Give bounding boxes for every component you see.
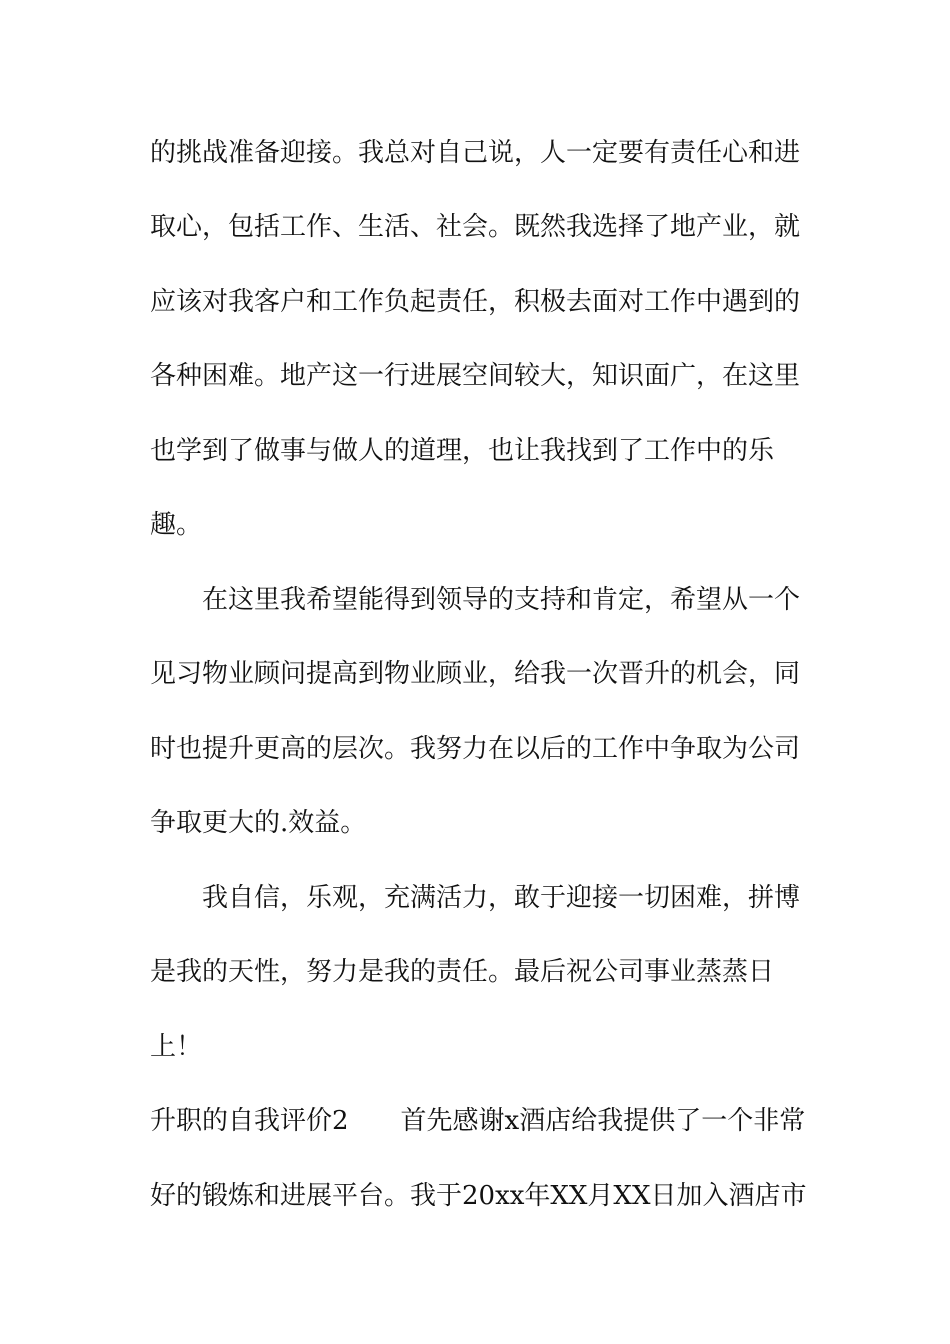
- text-line: 取心，包括工作、生活、社会。既然我选择了地产业，就: [150, 212, 801, 242]
- text-line: 见习物业顾问提高到物业顾业，给我一次晋升的机会，同: [150, 659, 801, 689]
- text-line: 的挑战准备迎接。我总对自己说，人一定要有责任心和进: [150, 138, 801, 168]
- text-line: 应该对我客户和工作负起责任，积极去面对工作中遇到的: [150, 287, 801, 317]
- text-line: 各种困难。地产这一行进展空间较大，知识面广，在这里: [150, 361, 801, 391]
- section-heading-line: 升职的自我评价2 首先感谢x酒店给我提供了一个非常: [150, 1106, 806, 1136]
- text-line: 争取更大的.效益。: [150, 808, 367, 838]
- paragraph-first-line: 在这里我希望能得到领导的支持和肯定，希望从一个: [202, 585, 801, 615]
- text-line: 趣。: [150, 510, 203, 540]
- text-line: 是我的天性，努力是我的责任。最后祝公司事业蒸蒸日: [150, 957, 775, 987]
- text-line: 好的锻炼和进展平台。我于20xx年XX月XX日加入酒店市: [150, 1181, 807, 1211]
- text-line: 也学到了做事与做人的道理，也让我找到了工作中的乐: [150, 436, 775, 466]
- text-line: 上！: [150, 1032, 203, 1062]
- text-line: 时也提升更高的层次。我努力在以后的工作中争取为公司: [150, 734, 801, 764]
- paragraph-first-line: 我自信，乐观，充满活力，敢于迎接一切困难，拼博: [202, 883, 801, 913]
